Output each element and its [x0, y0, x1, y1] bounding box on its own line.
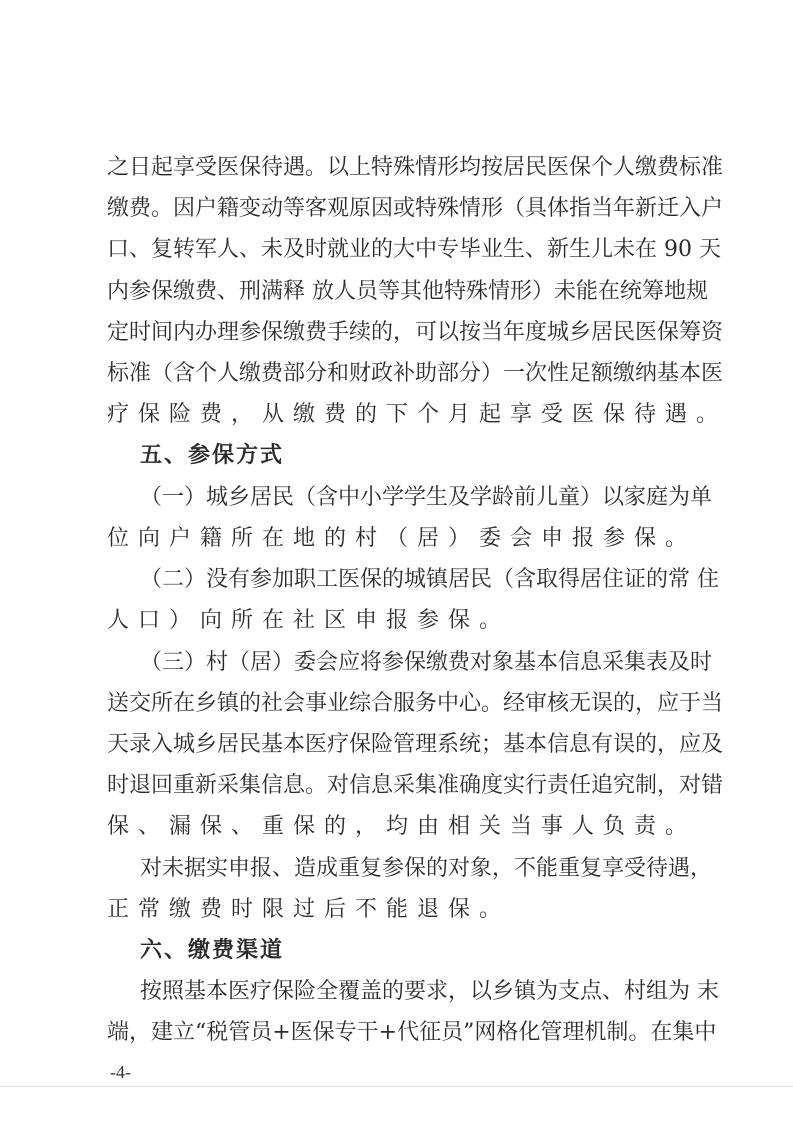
- section-heading: 五、参保方式: [140, 443, 285, 468]
- paragraph-line: 端，建立“税管员+医保专干+代征员”网格化管理机制。在集中: [107, 1020, 717, 1045]
- paragraph-line: 内参保缴费、刑满释 放人员等其他特殊情形）未能在统筹地规: [107, 279, 708, 304]
- paragraph-line: （二）没有参加职工医保的城镇居民（含取得居住证的常 住: [140, 567, 719, 592]
- paragraph-line: 标准（含个人缴费部分和财政补助部分）一次性足额缴纳基本医: [107, 361, 724, 386]
- paragraph-line: 天录入城乡居民基本医疗保险管理系统；基本信息有误的，应及: [107, 732, 724, 757]
- page-number: -4-: [110, 1062, 131, 1082]
- paragraph-line: （一）城乡居民（含中小学学生及学龄前儿童）以家庭为单: [140, 485, 713, 510]
- page-edge-divider: [0, 1086, 793, 1087]
- paragraph-line: 送交所在乡镇的社会事业综合服务中心。经审核无误的，应于当: [107, 691, 724, 716]
- paragraph-line: 疗保险费，从缴费的下个月起享受医保待遇。: [107, 402, 728, 427]
- paragraph-line: 正常缴费时限过后不能退保。: [107, 897, 511, 922]
- section-heading: 六、缴费渠道: [140, 938, 285, 963]
- paragraph-line: （三）村（居）委会应将参保缴费对象基本信息采集表及时: [140, 650, 713, 675]
- paragraph-line: 对未据实申报、造成重复参保的对象，不能重复享受待遇，: [140, 856, 713, 881]
- paragraph-line: 缴费。因户籍变动等客观原因或特殊情形（具体指当年新迁入户: [107, 196, 724, 221]
- paragraph-line: 位向户籍所在地的村（居）委会申报参保。: [107, 526, 697, 551]
- paragraph-line: 之日起享受医保待遇。以上特殊情形均按居民医保个人缴费标准: [107, 155, 724, 180]
- paragraph-line: 时退回重新采集信息。对信息采集准确度实行责任追究制，对错: [107, 773, 724, 798]
- paragraph-line: 按照基本医疗保险全覆盖的要求，以乡镇为支点、村组为 末: [140, 979, 719, 1004]
- paragraph-line: 口、复转军人、未及时就业的大中专毕业生、新生儿未在 90 天: [107, 237, 721, 262]
- paragraph-line: 保、漏保、重保的，均由相关当事人负责。: [107, 814, 697, 839]
- paragraph-line: 定时间内办理参保缴费手续的，可以按当年度城乡居民医保筹资: [107, 320, 724, 345]
- paragraph-line: 人口）向所在社区申报参保。: [107, 608, 511, 633]
